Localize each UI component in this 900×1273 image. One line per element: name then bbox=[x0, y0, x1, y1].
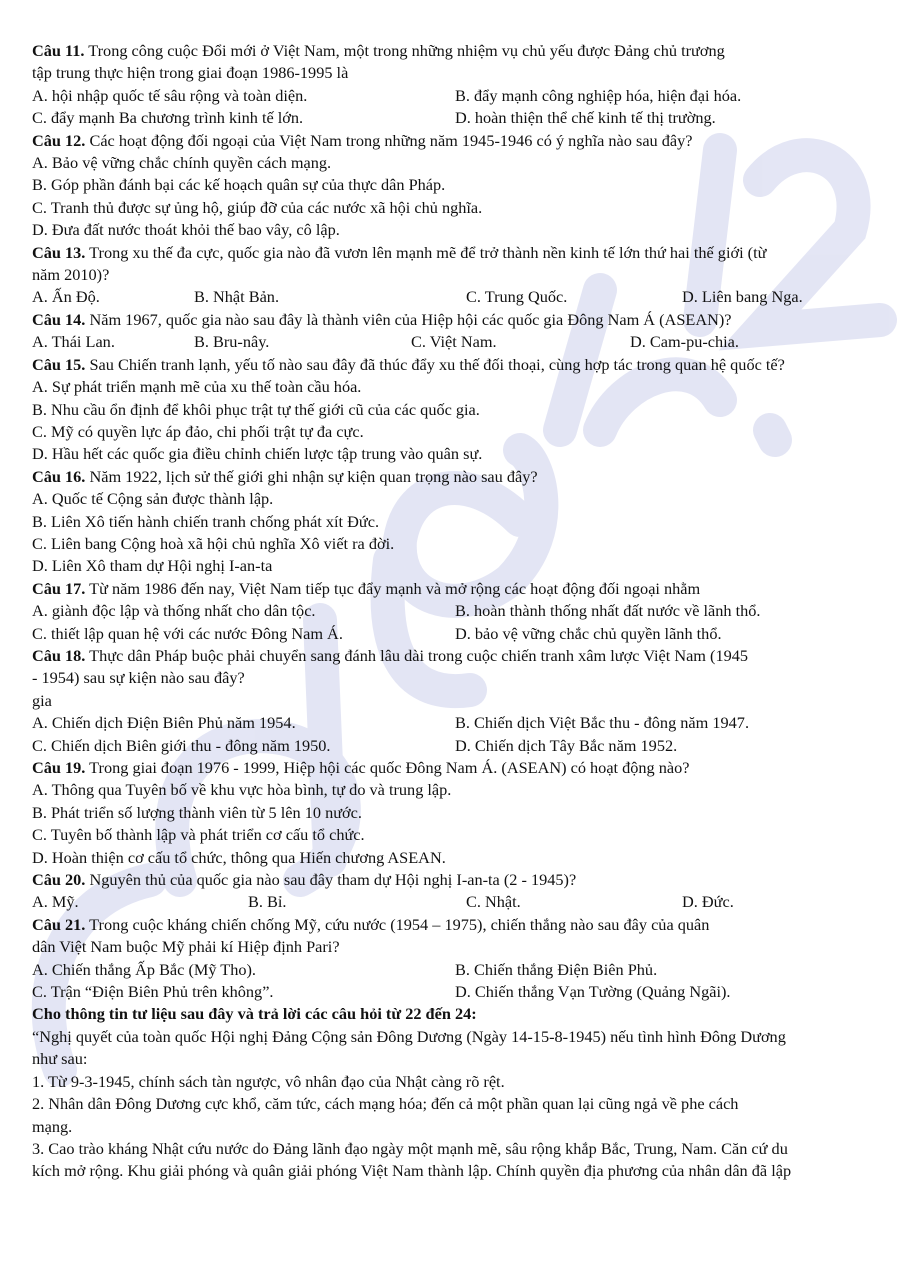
passage-intro-cont: như sau: bbox=[32, 1049, 88, 1069]
question-21-stem-cont: dân Việt Nam buộc Mỹ phải kí Hiệp định Pari? bbox=[32, 937, 340, 957]
option-c: C. Tuyên bố thành lập và phát triển cơ cấu tổ chức. bbox=[32, 825, 365, 845]
option-c: C. đẩy mạnh Ba chương trình kinh tế lớn. bbox=[32, 108, 304, 128]
option-a: A. giành độc lập và thống nhất cho dân tộc. bbox=[32, 601, 316, 621]
question-18-options-row1 bbox=[32, 712, 878, 734]
option-c: C. thiết lập quan hệ với các nước Đông Nam Á. bbox=[32, 623, 343, 643]
option-b: B. Chiến thắng Điện Biên Phủ. bbox=[455, 959, 658, 979]
stray-text: gia bbox=[32, 690, 52, 710]
question-18-stem: Câu 18. Thực dân Pháp buộc phải chuyển sang đánh lâu dài trong cuộc chiến tranh xâm lược Việt Nam (1945 bbox=[32, 645, 749, 665]
question-21-stem: Câu 21. Trong cuộc kháng chiến chống Mỹ, cứu nước (1954 – 1975), chiến thắng nào sau đây của quân bbox=[32, 914, 710, 934]
option-d: D. Đưa đất nước thoát khỏi thế bao vây, cô lập. bbox=[32, 220, 340, 240]
option-b: B. đẩy mạnh công nghiệp hóa, hiện đại hóa. bbox=[455, 85, 742, 105]
option-c: C. Tranh thủ được sự ủng hộ, giúp đỡ của các nước xã hội chủ nghĩa. bbox=[32, 197, 483, 217]
option-d: D. Chiến thắng Vạn Tường (Quảng Ngãi). bbox=[455, 982, 731, 1002]
question-14-options bbox=[32, 331, 878, 353]
question-20-stem: Câu 20. Nguyên thủ của quốc gia nào sau đây tham dự Hội nghị I-an-ta (2 - 1945)? bbox=[32, 870, 577, 890]
option-d: D. bảo vệ vững chắc chủ quyền lãnh thổ. bbox=[455, 623, 722, 643]
option-c: C. Nhật. bbox=[466, 892, 521, 912]
question-number: Câu 18. bbox=[32, 645, 86, 665]
passage-point-3: 3. Cao trào kháng Nhật cứu nước do Đảng lãnh đạo ngày một mạnh mẽ, sâu rộng khắp Bắc, Trung, Nam. Căn cứ du bbox=[32, 1138, 788, 1158]
option-a: A. Sự phát triển mạnh mẽ của xu thế toàn cầu hóa. bbox=[32, 377, 362, 397]
option-b: B. Nhật Bản. bbox=[194, 287, 280, 307]
question-number: Câu 16. bbox=[32, 466, 86, 486]
option-b: B. Phát triển số lượng thành viên từ 5 lên 10 nước. bbox=[32, 802, 362, 822]
option-d: D. Chiến dịch Tây Bắc năm 1952. bbox=[455, 735, 678, 755]
option-a: A. Quốc tế Cộng sản được thành lập. bbox=[32, 489, 274, 509]
question-11-options-row1 bbox=[32, 85, 878, 107]
option-c: C. Trung Quốc. bbox=[466, 287, 568, 307]
option-d: D. Đức. bbox=[682, 892, 734, 912]
question-18-options-row2 bbox=[32, 735, 878, 757]
option-b: B. hoàn thành thống nhất đất nước về lãnh thổ. bbox=[455, 601, 761, 621]
option-a: A. Bảo vệ vững chắc chính quyền cách mạng. bbox=[32, 153, 332, 173]
option-c: C. Việt Nam. bbox=[411, 332, 497, 352]
question-21-options-row1 bbox=[32, 959, 878, 981]
question-17-options-row2 bbox=[32, 623, 878, 645]
option-d: D. Hầu hết các quốc gia điều chỉnh chiến lược tập trung vào quân sự. bbox=[32, 444, 483, 464]
question-14-stem: Câu 14. Năm 1967, quốc gia nào sau đây là thành viên của Hiệp hội các quốc gia Đông Nam Á (ASEAN)? bbox=[32, 309, 732, 329]
question-number: Câu 15. bbox=[32, 354, 86, 374]
question-11-options-row2 bbox=[32, 107, 878, 129]
option-a: A. Chiến thắng Ấp Bắc (Mỹ Tho). bbox=[32, 959, 256, 979]
question-16-stem: Câu 16. Năm 1922, lịch sử thế giới ghi nhận sự kiện quan trọng nào sau đây? bbox=[32, 466, 538, 486]
question-number: Câu 21. bbox=[32, 914, 86, 934]
option-a: A. Mỹ. bbox=[32, 892, 79, 912]
question-21-options-row2 bbox=[32, 981, 878, 1003]
option-c: C. Chiến dịch Biên giới thu - đông năm 1950. bbox=[32, 735, 331, 755]
option-d: D. Liên Xô tham dự Hội nghị I-an-ta bbox=[32, 556, 273, 576]
question-13-stem: Câu 13. Trong xu thế đa cực, quốc gia nào đã vươn lên mạnh mẽ để trở thành nền kinh tế lớn thứ hai thế giới (từ bbox=[32, 242, 767, 262]
question-11-stem: Câu 11. Trong công cuộc Đổi mới ở Việt Nam, một trong những nhiệm vụ chủ yếu được Đảng chủ trương bbox=[32, 41, 725, 60]
passage-point-3-cont: kích mở rộng. Khu giải phóng và quân giải phóng Việt Nam thành lập. Chính quyền địa phương của nhân dân đã lập bbox=[32, 1161, 792, 1181]
option-b: B. Liên Xô tiến hành chiến tranh chống phát xít Đức. bbox=[32, 511, 380, 531]
passage-intro: “Nghị quyết của toàn quốc Hội nghị Đảng Cộng sản Đông Dương (Ngày 14-15-8-1945) nếu tình hình Đông Dương bbox=[32, 1026, 786, 1046]
question-number: Câu 19. bbox=[32, 758, 86, 777]
option-a: A. Ấn Độ. bbox=[32, 287, 100, 307]
option-b: B. Bru-nây. bbox=[194, 332, 270, 352]
option-a: A. Thông qua Tuyên bố về khu vực hòa bình, tự do và trung lập. bbox=[32, 780, 452, 800]
question-13-options bbox=[32, 286, 878, 308]
question-number: Câu 12. bbox=[32, 130, 86, 150]
question-20-options bbox=[32, 891, 878, 913]
question-number: Câu 17. bbox=[32, 578, 86, 598]
passage-heading: Cho thông tin tư liệu sau đây và trả lời các câu hỏi từ 22 đến 24: bbox=[32, 1004, 477, 1024]
question-number: Câu 13. bbox=[32, 242, 86, 262]
option-c: C. Mỹ có quyền lực áp đảo, chi phối trật tự đa cực. bbox=[32, 421, 364, 441]
question-list bbox=[32, 40, 878, 1183]
question-13-stem-cont: năm 2010)? bbox=[32, 265, 110, 285]
passage-point-2-cont: mạng. bbox=[32, 1116, 73, 1136]
option-d: D. Hoàn thiện cơ cấu tổ chức, thông qua Hiến chương ASEAN. bbox=[32, 847, 446, 867]
option-c: C. Liên bang Cộng hoà xã hội chủ nghĩa Xô viết ra đời. bbox=[32, 533, 395, 553]
option-b: B. Góp phần đánh bại các kế hoạch quân sự của thực dân Pháp. bbox=[32, 175, 446, 195]
option-a: A. Chiến dịch Điện Biên Phủ năm 1954. bbox=[32, 713, 296, 733]
option-a: A. Thái Lan. bbox=[32, 332, 115, 352]
question-number: Câu 14. bbox=[32, 309, 86, 329]
question-17-options-row1 bbox=[32, 600, 878, 622]
option-c: C. Trận “Điện Biên Phủ trên không”. bbox=[32, 982, 274, 1002]
question-12-stem: Câu 12. Các hoạt động đối ngoại của Việt Nam trong những năm 1945-1946 có ý nghĩa nào sau đây? bbox=[32, 130, 693, 150]
question-11-stem-cont: tập trung thực hiện trong giai đoạn 1986-1995 là bbox=[32, 63, 349, 83]
option-d: D. hoàn thiện thể chế kinh tế thị trường. bbox=[455, 108, 716, 128]
question-17-stem: Câu 17. Từ năm 1986 đến nay, Việt Nam tiếp tục đẩy mạnh và mở rộng các hoạt động đối ngoại nhằm bbox=[32, 578, 701, 598]
question-19-stem: Câu 19. Trong giai đoạn 1976 - 1999, Hiệp hội các quốc Đông Nam Á. (ASEAN) có hoạt động nào? bbox=[32, 758, 690, 777]
question-number: Câu 11. bbox=[32, 41, 85, 60]
passage-point-2: 2. Nhân dân Đông Dương cực khổ, căm tức, cách mạng hóa; đến cả một phần quan lại cũng ngả về phe cách bbox=[32, 1094, 739, 1114]
option-b: B. Nhu cầu ổn định để khôi phục trật tự thế giới cũ của các quốc gia. bbox=[32, 399, 480, 419]
option-a: A. hội nhập quốc tế sâu rộng và toàn diện. bbox=[32, 85, 308, 105]
question-number: Câu 20. bbox=[32, 870, 86, 890]
option-b: B. Chiến dịch Việt Bắc thu - đông năm 1947. bbox=[455, 713, 750, 733]
passage-point-1: 1. Từ 9-3-1945, chính sách tàn ngược, vô nhân đạo của Nhật càng rõ rệt. bbox=[32, 1071, 505, 1091]
question-18-stem-cont: - 1954) sau sự kiện nào sau đây? bbox=[32, 668, 245, 688]
option-d: D. Liên bang Nga. bbox=[682, 287, 803, 307]
option-d: D. Cam-pu-chia. bbox=[630, 332, 739, 352]
option-b: B. Bỉ. bbox=[248, 892, 287, 912]
question-15-stem: Câu 15. Sau Chiến tranh lạnh, yếu tố nào sau đây đã thúc đẩy xu thế đối thoại, cùng hợp tác trong quan hệ quốc tế? bbox=[32, 354, 785, 374]
